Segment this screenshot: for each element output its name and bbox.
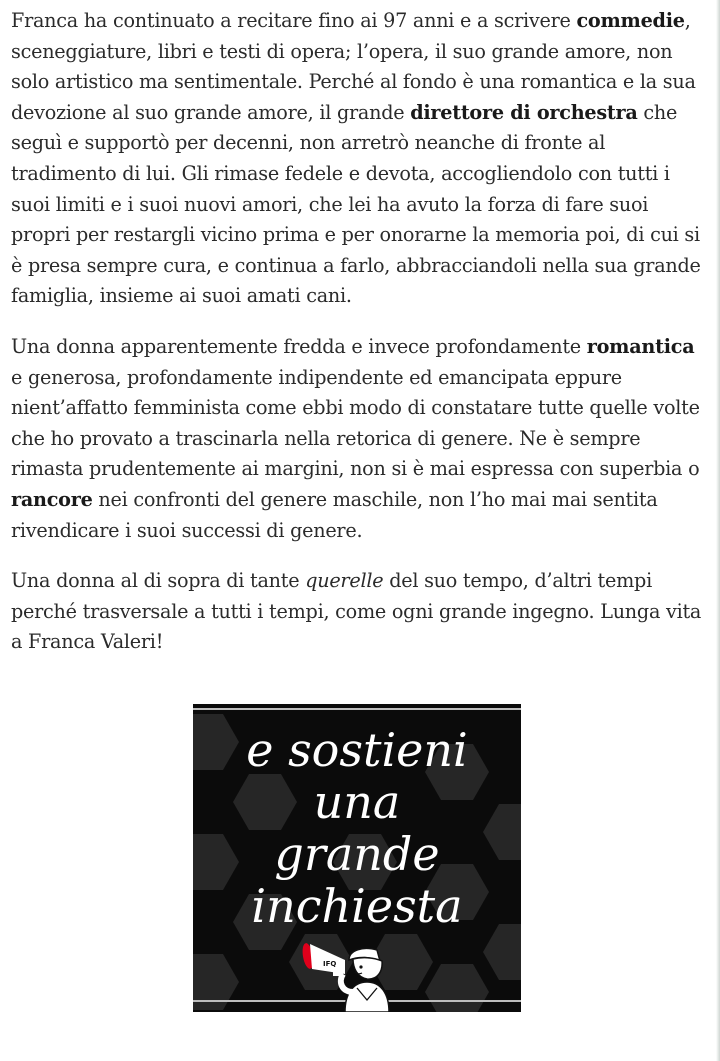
right-edge [716, 0, 720, 1061]
bold-commedie: commedie [576, 9, 685, 32]
hex-pattern [425, 964, 489, 1012]
article-body [11, 6, 711, 678]
bold-rancore: rancore [11, 487, 93, 511]
hex-pattern [483, 924, 521, 980]
support-banner[interactable] [193, 704, 521, 1012]
banner-slogan [193, 724, 521, 932]
banner-line-2: una [313, 775, 401, 829]
bold-romantica: romantica [586, 334, 695, 358]
paragraph-3: Una donna al di sopra di tante querelle del suo tempo, d’altri tempi perché trasversale a tutti i tempi, come ogni grande ingegno. Lunga vita a Franca Valeri! [11, 569, 702, 654]
newsboy-megaphone-icon [293, 936, 413, 1012]
banner-line-1: e sostieni [246, 723, 468, 777]
svg-text:IFQ: IFQ [323, 960, 337, 968]
paragraph-2: Una donna apparentemente fredda e invece profondamente romantica e generosa, profondamente indipendente ed emancipata eppure nient’affatto femminista come ebbi modo di constatare tutte quelle volte che ho provato a trascinarla nella retorica di genere. Ne è sempre rimasta prudentemente ai margini, non si è mai espressa con superbia o rancore nei confronti del genere maschile, non l’ho mai mai sentita rivendicare i suoi successi di genere. [11, 334, 700, 542]
banner-line-4: inchiesta [251, 879, 463, 933]
banner-top-rule [193, 708, 521, 710]
bold-direttore: direttore di orchestra [410, 100, 638, 124]
paragraph-1: Franca ha continuato a recitare fino ai 97 anni e a scrivere commedie, sceneggiature, libri e testi di opera; l’opera, il suo grande amore, non solo artistico ma sentimentale. Perché al fondo è una romantica e la sua devozione al suo grande amore, il grande direttore di orchestra che seguì e supportò per decenni, non arretrò neanche di fronte al tradimento di lui. Gli rimase fedele e devota, accogliendolo con tutti i suoi limiti e i suoi nuovi amori, che lei ha avuto la forza di fare suoi propri per restargli vicino prima e per onorarne la memoria poi, di cui si è presa sempre cura, e continua a farlo, abbracciandoli nella sua grande famiglia, insieme ai suoi amati cani. [11, 9, 701, 308]
banner-line-3: grande [274, 827, 440, 881]
italic-querelle: querelle [305, 569, 384, 593]
